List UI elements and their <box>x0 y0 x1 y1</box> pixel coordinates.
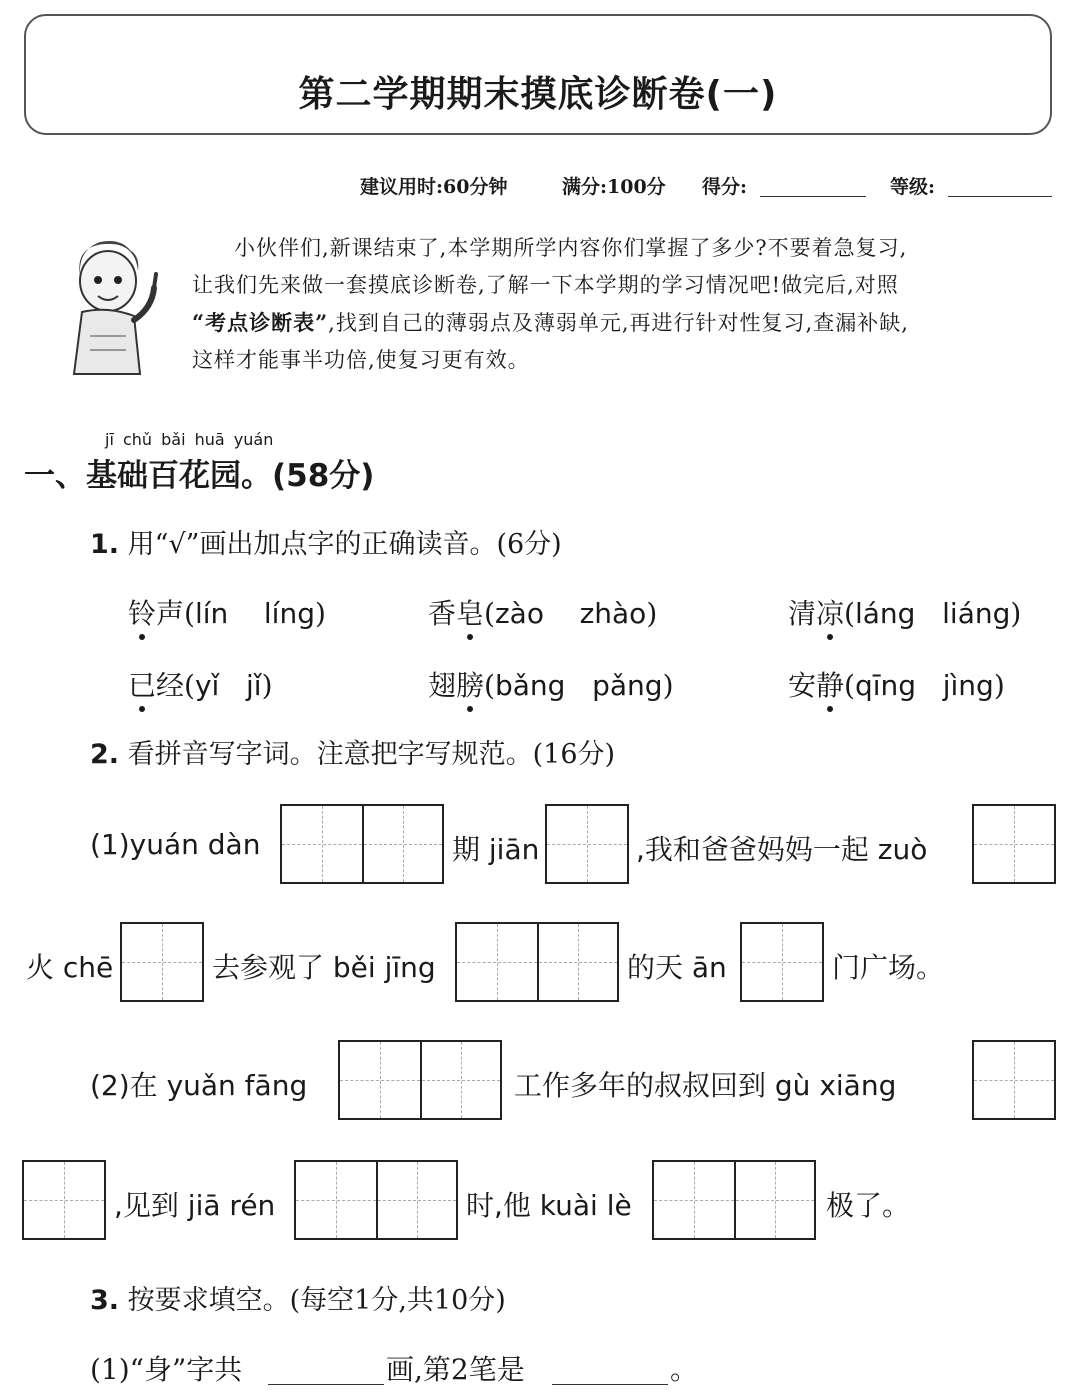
question-text: 用“√”画出加点字的正确读音。(6分) <box>127 529 562 560</box>
prompt-text: (2)在 yuǎn fāng <box>90 1069 308 1102</box>
question-text: 按要求填空。(每空1分,共10分) <box>127 1285 506 1316</box>
reading-item: 翅膀(bǎng pǎng) <box>428 664 674 704</box>
grade-label: 等级: <box>890 176 936 198</box>
prompt-text: 工作多年的叔叔回到 gù xiāng <box>514 1069 897 1102</box>
diagnosis-table-ref: “考点诊断表” <box>192 310 329 335</box>
second-stroke-blank[interactable] <box>552 1384 668 1385</box>
pinyin-option[interactable]: lín <box>194 597 229 630</box>
prompt-text: 去参观了 běi jīng <box>212 951 436 984</box>
prompt-text: 门广场。 <box>832 951 945 984</box>
prompt-text: 画,第2笔是 <box>386 1353 525 1386</box>
intro-line-rest: ,找到自己的薄弱点及薄弱单元,再进行针对性复习,查漏补缺, <box>328 311 909 335</box>
reading-item: 清凉(láng liáng) <box>788 592 1021 632</box>
intro-line: 让我们先来做一套摸底诊断卷,了解一下本学期的学习情况吧!做完后,对照 <box>192 273 899 297</box>
pinyin-option[interactable]: líng <box>263 597 315 630</box>
dotted-char: 皂 <box>456 592 484 632</box>
question-number: 1. <box>90 529 120 560</box>
suggested-time: 建议用时:60分钟 <box>360 176 508 198</box>
prompt-text: 。 <box>670 1353 699 1386</box>
tianzige-box[interactable] <box>740 922 824 1002</box>
section-title: 一、基础百花园。(58分) <box>24 458 375 494</box>
prompt-text: 的天 ān <box>627 951 727 984</box>
intro-line: 小伙伴们,新课结束了,本学期所学内容你们掌握了多少?不要着急复习, <box>234 236 908 260</box>
student-illustration <box>60 236 170 376</box>
dotted-char: 膀 <box>456 664 484 704</box>
tianzige-box[interactable] <box>972 804 1056 884</box>
tianzige-box[interactable] <box>294 1160 458 1240</box>
full-score: 满分:100分 <box>562 176 666 198</box>
tianzige-box[interactable] <box>280 804 444 884</box>
reading-item: 安静(qīng jìng) <box>788 664 1005 704</box>
prompt-text: 时,他 kuài lè <box>466 1189 632 1222</box>
pinyin-option[interactable]: liáng <box>942 597 1011 630</box>
prompt-text: 火 chē <box>26 951 114 984</box>
prompt-text: (1)yuán dàn <box>90 828 261 861</box>
question-3 <box>90 1278 506 1317</box>
tianzige-box[interactable] <box>120 922 204 1002</box>
stroke-count-blank[interactable] <box>268 1384 384 1385</box>
intro-line: 这样才能事半功倍,使复习更有效。 <box>192 348 530 372</box>
pinyin-option[interactable]: jǐ <box>246 669 262 702</box>
dotted-char: 已 <box>128 664 156 704</box>
tianzige-box[interactable] <box>455 922 619 1002</box>
question-1 <box>90 522 562 561</box>
prompt-text: 期 jiān <box>452 833 540 866</box>
pinyin-option[interactable]: qīng <box>854 669 917 702</box>
tianzige-box[interactable] <box>652 1160 816 1240</box>
reading-item: 已经(yǐ jǐ) <box>128 664 273 704</box>
score-label: 得分: <box>702 176 748 198</box>
score-blank[interactable] <box>760 196 866 197</box>
page-title: 第二学期期末摸底诊断卷(一) <box>298 74 778 115</box>
pinyin-option[interactable]: láng <box>854 597 916 630</box>
prompt-text: 极了。 <box>826 1189 911 1222</box>
pinyin-option[interactable]: pǎng <box>592 669 663 702</box>
reading-item: 香皂(zào zhào) <box>428 592 657 632</box>
tianzige-box[interactable] <box>338 1040 502 1120</box>
question-2 <box>90 732 615 771</box>
pinyin-option[interactable]: zào <box>494 597 544 630</box>
question-number: 3. <box>90 1285 120 1316</box>
pinyin-option[interactable]: bǎng <box>494 669 566 702</box>
dotted-char: 铃 <box>128 592 156 632</box>
section-pinyin: jī chǔ bǎi huā yuán <box>105 430 274 449</box>
pinyin-option[interactable]: zhào <box>579 597 647 630</box>
intro-paragraph <box>192 230 1042 379</box>
title-box <box>24 14 1052 135</box>
pinyin-option[interactable]: jìng <box>942 669 994 702</box>
dotted-char: 凉 <box>816 592 844 632</box>
prompt-text: ,见到 jiā rén <box>114 1189 276 1222</box>
pinyin-option[interactable]: yǐ <box>194 669 220 702</box>
grade-blank[interactable] <box>948 196 1052 197</box>
tianzige-box[interactable] <box>545 804 629 884</box>
question-text: 看拼音写字词。注意把字写规范。(16分) <box>127 739 616 770</box>
reading-item: 铃声(lín líng) <box>128 592 326 632</box>
prompt-text: (1)“身”字共 <box>90 1353 243 1386</box>
question-number: 2. <box>90 739 120 770</box>
tianzige-box[interactable] <box>22 1160 106 1240</box>
prompt-text: ,我和爸爸妈妈一起 zuò <box>636 833 928 866</box>
dotted-char: 静 <box>816 664 844 704</box>
tianzige-box[interactable] <box>972 1040 1056 1120</box>
intro-line <box>192 304 1042 342</box>
